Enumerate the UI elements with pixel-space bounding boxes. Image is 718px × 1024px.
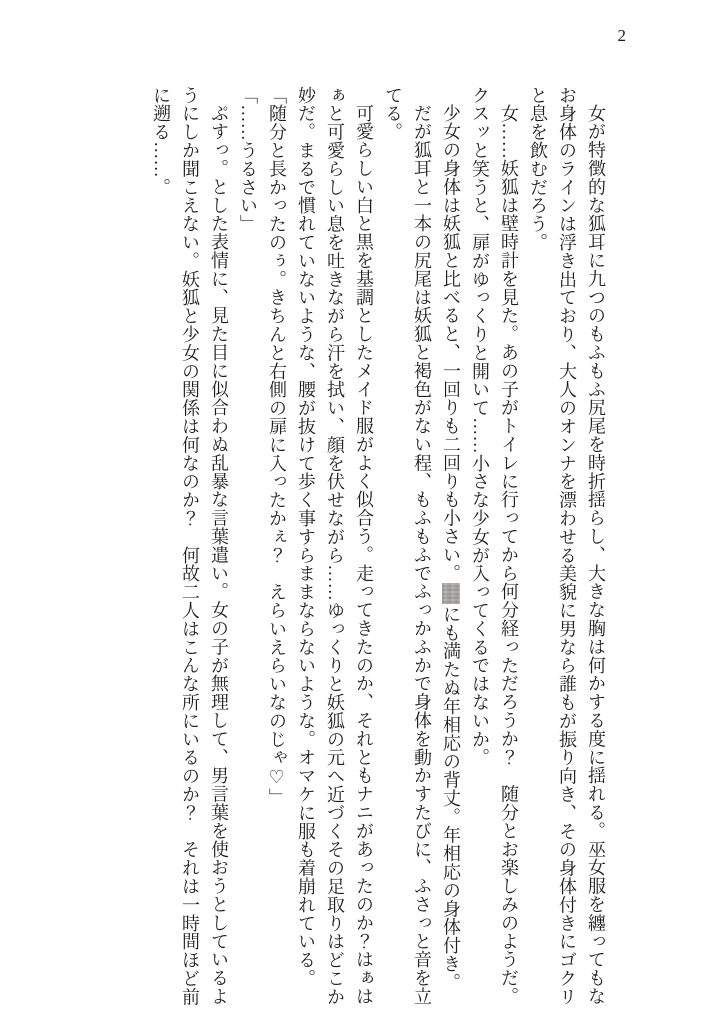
paragraph: ぷすっ。とした表情に、見た目に似合わぬ乱暴な言葉遣い。女の子が無理して、男言葉を使おうとしているようにしか聞こえない。妖狐と少女の関係は何なのか？ 何故二人はこんな所にいるのか？ それは一時間ほど前に遡る……。 xyxy=(151,86,229,1006)
paragraph: 「……うるさい」 xyxy=(238,86,258,234)
paragraph: だが狐耳と一本の尻尾は妖狐と褐色がない程、もふもふでふっかふかで身体を動かすたびに、ふさっと音を立てる。 xyxy=(383,86,432,1006)
novel-text-body xyxy=(110,86,610,1008)
paragraph: 少女の身体は妖狐と比べると、一回りも二回りも小さい。にも満たぬ年相応の背丈。年相応の身体付き。 xyxy=(441,104,461,992)
page-number: 2 xyxy=(617,26,626,45)
paragraph: 可愛らしい白と黒を基調としたメイド服がよく似合う。走ってきたのか、それともナニがあったのか？はぁはぁと可愛らしい息を吐きながら汗を拭い、顔を伏せながら……ゆっくりと妖狐の元へ近づくその足取りはどこか妙だ。まるで慣れていないような、腰が抜けて歩く事すらままならないような。オマケに服も着崩れている。 xyxy=(296,86,374,1006)
paragraph: 女が特徴的な狐耳に九つのもふもふ尻尾を時折揺らし、大きな胸は何かする度に揺れる。巫女服を纏ってもなお身体のラインは浮き出ており、大人のオンナを漂わせる美貌に男なら誰もが振り向き、その身体付きにゴクリと息を飲むだろう。 xyxy=(528,86,606,1006)
censored-text-block xyxy=(442,583,461,604)
paragraph: 女……妖狐は壁時計を見た。あの子がトイレに行ってから何分経っただろうか？ 随分とお楽しみのようだ。クスッと笑うと、扉がゆっくりと開いて……小さな少女が入ってくるではないか。 xyxy=(470,86,519,1006)
paragraph: 「随分と長かったのぅ。きちんと右側の扉に入ったかぇ？ えらいえらいなのじゃ♡」 xyxy=(267,86,287,807)
